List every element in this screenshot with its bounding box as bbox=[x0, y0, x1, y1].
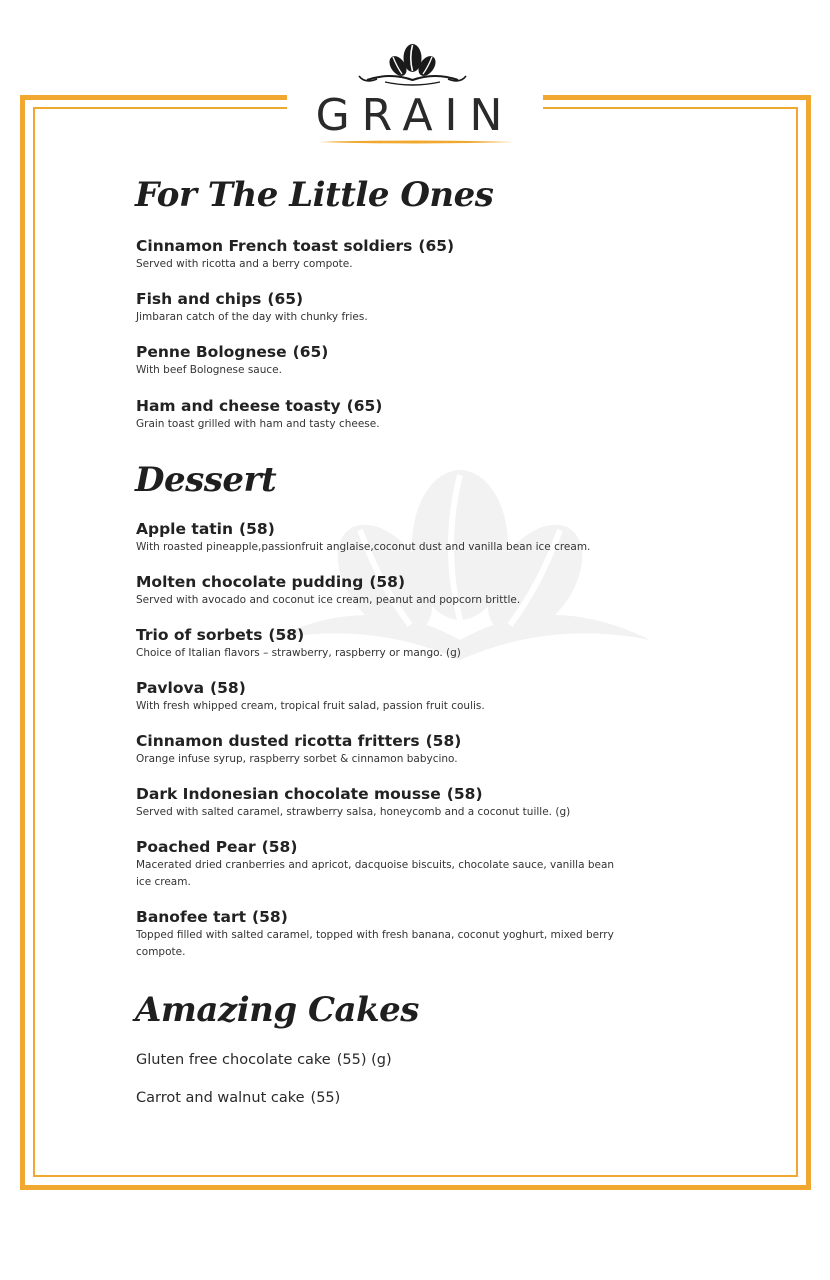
item-description: Served with salted caramel, strawberry salsa, honeycomb and a coconut tuille. (g) bbox=[136, 806, 571, 818]
item-name: Gluten free chocolate cake bbox=[136, 1052, 331, 1068]
item-price: (58) bbox=[268, 626, 305, 644]
item-name: Poached Pear bbox=[136, 838, 256, 856]
item-description: With fresh whipped cream, tropical fruit salad, passion fruit coulis. bbox=[136, 700, 485, 712]
item-description: With roasted pineapple,passionfruit anglaise,coconut dust and vanilla bean ice cream. bbox=[136, 541, 591, 553]
item-price: (65) bbox=[267, 290, 304, 308]
section-title-dessert: Dessert bbox=[135, 460, 277, 500]
section-title-little-ones: For The Little Ones bbox=[135, 175, 494, 215]
item-name: Banofee tart bbox=[136, 908, 247, 926]
item-price: (55) (g) bbox=[336, 1052, 392, 1068]
item-name: Fish and chips bbox=[136, 290, 262, 308]
item-description: Served with ricotta and a berry compote. bbox=[136, 258, 353, 270]
item-name: Apple tatin bbox=[136, 520, 234, 538]
item-price: (58) bbox=[252, 908, 288, 926]
item-name: Penne Bolognese bbox=[136, 343, 287, 361]
menu-item bbox=[136, 784, 656, 821]
menu-item bbox=[136, 236, 656, 273]
menu-item bbox=[136, 396, 656, 433]
item-price: (65) bbox=[292, 343, 329, 361]
menu-item bbox=[136, 289, 656, 326]
item-price: (58) bbox=[261, 838, 298, 856]
item-name: Cinnamon French toast soldiers bbox=[136, 237, 413, 255]
item-description: Macerated dried cranberries and apricot, dacquoise biscuits, chocolate sauce, vanilla bean ice cream. bbox=[136, 859, 615, 888]
item-name: Pavlova bbox=[136, 679, 205, 697]
item-name: Ham and cheese toasty bbox=[136, 397, 341, 415]
item-description: Orange infuse syrup, raspberry sorbet & cinnamon babycino. bbox=[136, 753, 458, 765]
item-price: (65) bbox=[418, 237, 455, 255]
item-price: (58) bbox=[210, 679, 246, 697]
item-price: (58) bbox=[369, 573, 406, 591]
menu-item bbox=[136, 678, 656, 715]
item-name: Cinnamon dusted ricotta fritters bbox=[136, 732, 420, 750]
cake-item bbox=[136, 1052, 392, 1068]
item-description: Served with avocado and coconut ice cream, peanut and popcorn brittle. bbox=[136, 594, 521, 606]
item-name: Dark Indonesian chocolate mousse bbox=[136, 785, 441, 803]
menu-item bbox=[136, 572, 656, 609]
item-price: (55) bbox=[310, 1090, 341, 1106]
menu-item bbox=[136, 625, 656, 662]
item-description: Grain toast grilled with ham and tasty cheese. bbox=[136, 418, 380, 430]
item-description: Topped filled with salted caramel, topped with fresh banana, coconut yoghurt, mixed berry compote. bbox=[136, 929, 614, 958]
item-name: Trio of sorbets bbox=[136, 626, 263, 644]
menu-item bbox=[136, 837, 631, 891]
brand-name: GRAIN bbox=[315, 90, 515, 141]
brand-underline bbox=[318, 140, 514, 144]
item-description: With beef Bolognese sauce. bbox=[136, 364, 282, 376]
item-description: Choice of Italian flavors – strawberry, raspberry or mango. (g) bbox=[136, 647, 461, 659]
item-description: Jimbaran catch of the day with chunky fries. bbox=[136, 311, 368, 323]
menu-item bbox=[136, 907, 631, 961]
menu-item bbox=[136, 342, 656, 379]
cake-item bbox=[136, 1090, 340, 1106]
item-price: (58) bbox=[446, 785, 483, 803]
item-price: (58) bbox=[239, 520, 275, 538]
menu-item bbox=[136, 731, 656, 768]
item-name: Molten chocolate pudding bbox=[136, 573, 364, 591]
coffee-bean-leaf-logo-icon bbox=[355, 42, 470, 90]
section-title-amazing-cakes: Amazing Cakes bbox=[135, 990, 419, 1030]
menu-item bbox=[136, 519, 656, 556]
item-name: Carrot and walnut cake bbox=[136, 1090, 305, 1106]
item-price: (65) bbox=[346, 397, 383, 415]
item-price: (58) bbox=[425, 732, 462, 750]
